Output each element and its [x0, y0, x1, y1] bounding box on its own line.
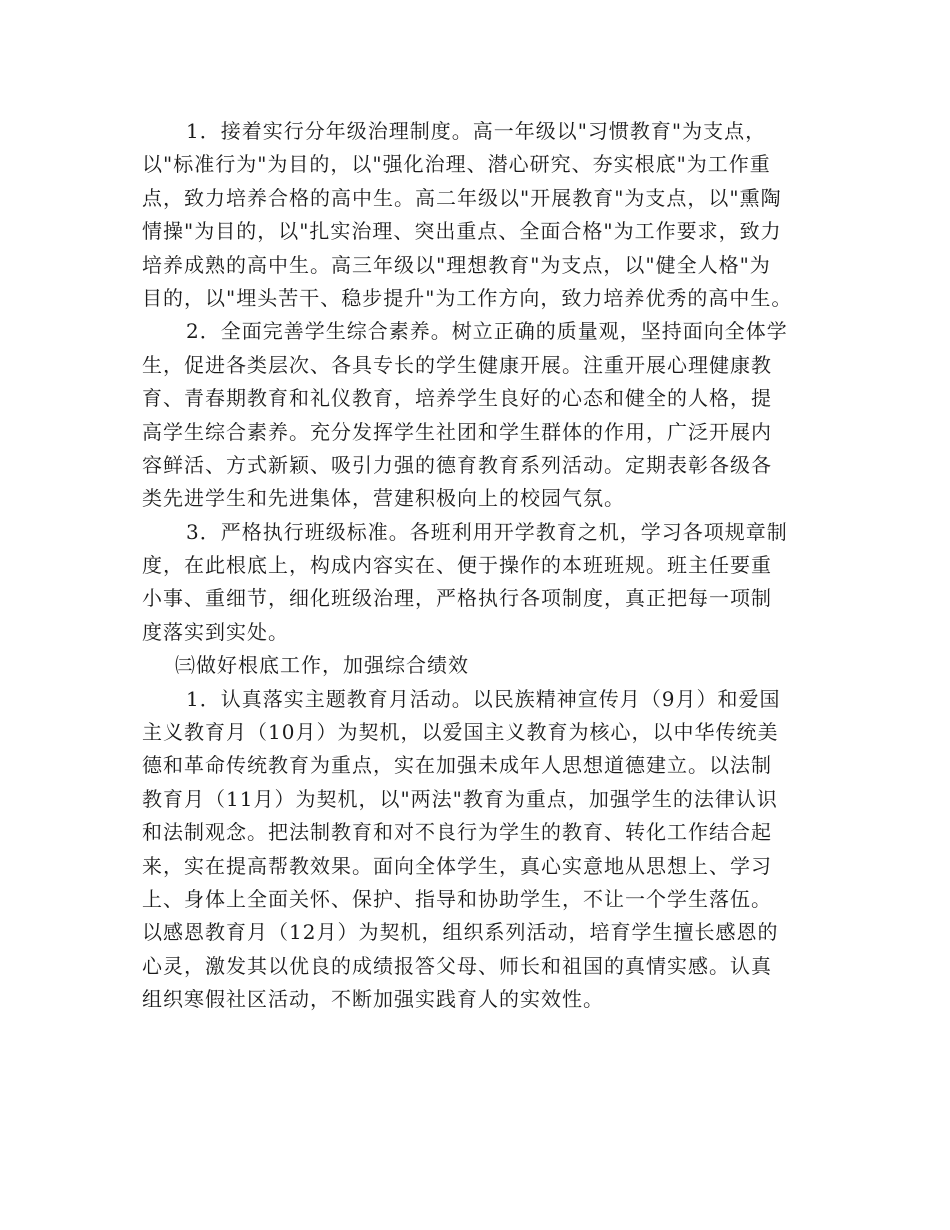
paragraph-4-line: 组织寒假社区活动，不断加强实践育人的实效性。	[142, 987, 604, 1012]
paragraph-2-line: 育、青春期教育和礼仪教育，培养学生良好的心态和健全的人格，提	[142, 386, 772, 411]
paragraph-3-line: 小事、重细节，细化班级治理，严格执行各项制度，真正把每一项制	[142, 586, 772, 611]
paragraph-1-line: 1．接着实行分年级治理制度。高一年级以"习惯教育"为支点，	[186, 119, 767, 143]
paragraph-4-line: 教育月（11月）为契机，以"两法"教育为重点，加强学生的法律认识	[142, 786, 778, 811]
paragraph-3-line: 度，在此根底上，构成内容实在、便于操作的本班班规。班主任要重	[142, 553, 772, 578]
paragraph-4-line: 主义教育月（10月）为契机，以爱国主义教育为核心，以中华传统美	[142, 720, 779, 745]
paragraph-4-line: 上、身体上全面关怀、保护、指导和协助学生，不让一个学生落伍。	[142, 886, 772, 911]
paragraph-2-line: 生，促进各类层次、各具专长的学生健康开展。注重开展心理健康教	[142, 352, 772, 377]
paragraph-1-line: 点，致力培养合格的高中生。高二年级以"开展教育"为支点，以"熏陶	[142, 185, 782, 210]
paragraph-2-line: 类先进学生和先进集体，营建积极向上的校园气氛。	[142, 486, 625, 511]
paragraph-4-line: 1．认真落实主题教育月活动。以民族精神宣传月（9月）和爱国	[186, 686, 781, 711]
paragraph-1-line: 以"标准行为"为目的，以"强化治理、潜心研究、夯实根底"为工作重	[142, 152, 771, 177]
paragraph-3-line: 度落实到实处。	[142, 619, 289, 644]
paragraph-4-line: 以感恩教育月（12月）为契机，组织系列活动，培育学生擅长感恩的	[142, 920, 779, 945]
paragraph-2-line: 高学生综合素养。充分发挥学生社团和学生群体的作用，广泛开展内	[142, 419, 772, 444]
document-body	[142, 115, 812, 1017]
paragraph-4-line: 心灵，激发其以优良的成绩报答父母、师长和祖国的真情实感。认真	[142, 953, 772, 978]
paragraph-1-line: 培养成熟的高中生。高三年级以"理想教育"为支点，以"健全人格"为	[142, 252, 771, 277]
paragraph-4-line: 来，实在提高帮教效果。面向全体学生，真心实意地从思想上、学习	[142, 853, 772, 878]
paragraph-4-line: 和法制观念。把法制教育和对不良行为学生的教育、转化工作结合起	[142, 820, 772, 845]
paragraph-4-line: 德和革命传统教育为重点，实在加强未成年人思想道德建立。以法制	[142, 753, 772, 778]
paragraph-2-line: 2．全面完善学生综合素养。树立正确的质量观，坚持面向全体学	[186, 319, 788, 344]
paragraph-2-line: 容鲜活、方式新颖、吸引力强的德育教育系列活动。定期表彰各级各	[142, 452, 772, 477]
section-heading: ㈢做好根底工作，加强综合绩效	[175, 653, 469, 678]
paragraph-3-line: 3．严格执行班级标准。各班利用开学教育之机，学习各项规章制	[186, 519, 788, 544]
paragraph-1-line: 情操"为目的，以"扎实治理、突出重点、全面合格"为工作要求，致力	[142, 219, 782, 244]
paragraph-1-line: 目的，以"埋头苦干、稳步提升"为工作方向，致力培养优秀的高中生。	[142, 285, 793, 310]
